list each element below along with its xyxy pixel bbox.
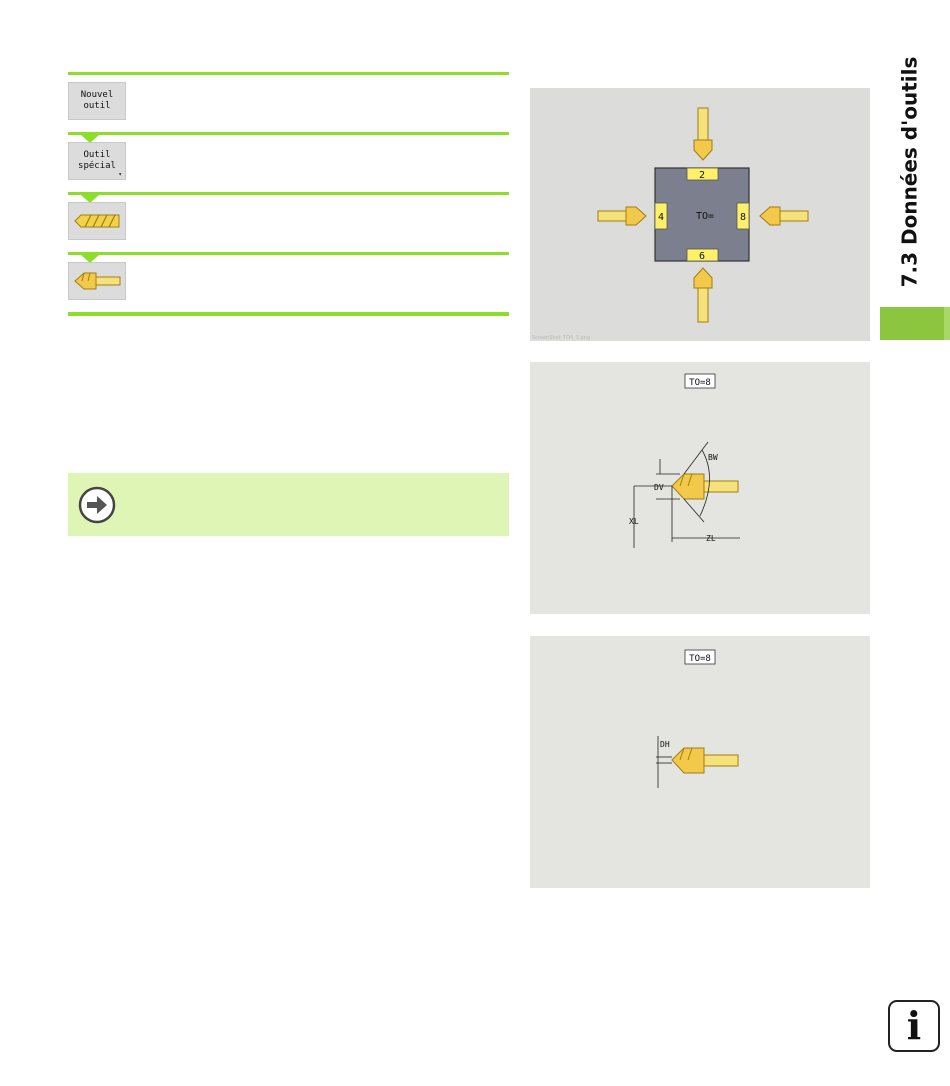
position-label-top: 2 (698, 170, 706, 181)
countersink-tool-icon (72, 270, 122, 292)
position-label-left: 4 (657, 212, 665, 223)
position-label-right: 8 (739, 212, 747, 223)
arrow-right-circle-icon (78, 486, 116, 524)
tool-left (598, 207, 646, 225)
special-tool-line2: spécial (78, 161, 116, 171)
tool-bottom (694, 268, 712, 322)
tool-orientation-diagram (530, 88, 870, 341)
softkey-row (68, 75, 509, 132)
info-icon: i (906, 1003, 922, 1048)
softkey-row (68, 255, 509, 312)
twist-drill-softkey[interactable] (68, 202, 126, 240)
twist-drill-icon (73, 211, 121, 231)
chapter-title (893, 48, 926, 296)
countersink-softkey[interactable] (68, 262, 126, 300)
tool-dimensions-diagram (530, 362, 870, 614)
new-tool-softkey[interactable] (68, 82, 126, 120)
tool-top (694, 108, 712, 160)
softkey-list (68, 72, 509, 316)
new-tool-line1: Nouvel (80, 90, 114, 100)
special-tool-softkey[interactable] (68, 142, 126, 180)
to-tag: TO=8 (689, 378, 711, 388)
xl-label: XL (629, 517, 639, 526)
softkey-row (68, 135, 509, 192)
dv-label: DV (654, 483, 664, 492)
info-button[interactable] (888, 1000, 940, 1052)
bw-label: BW (708, 453, 718, 462)
chapter-title-text: 7.3 Données d'outils (897, 56, 922, 288)
position-label-bottom: 6 (698, 251, 706, 262)
note-box (68, 473, 509, 536)
new-tool-line2: outil (83, 101, 111, 111)
image-filename: ScreenShot_TO4_3.png (532, 335, 591, 341)
softkey-row (68, 195, 509, 252)
to-label: TO= (695, 211, 715, 222)
green-divider (68, 312, 509, 316)
special-tool-line1: Outil (83, 150, 111, 160)
tool-right (760, 207, 808, 225)
dh-label: DH (660, 740, 670, 749)
chapter-tab-accent (944, 307, 950, 340)
zl-label: ZL (706, 534, 716, 543)
tool-dh-diagram (530, 636, 870, 888)
dropdown-indicator-icon: ▾ (118, 171, 122, 178)
chapter-tab (880, 307, 950, 340)
to-tag: TO=8 (689, 654, 711, 664)
